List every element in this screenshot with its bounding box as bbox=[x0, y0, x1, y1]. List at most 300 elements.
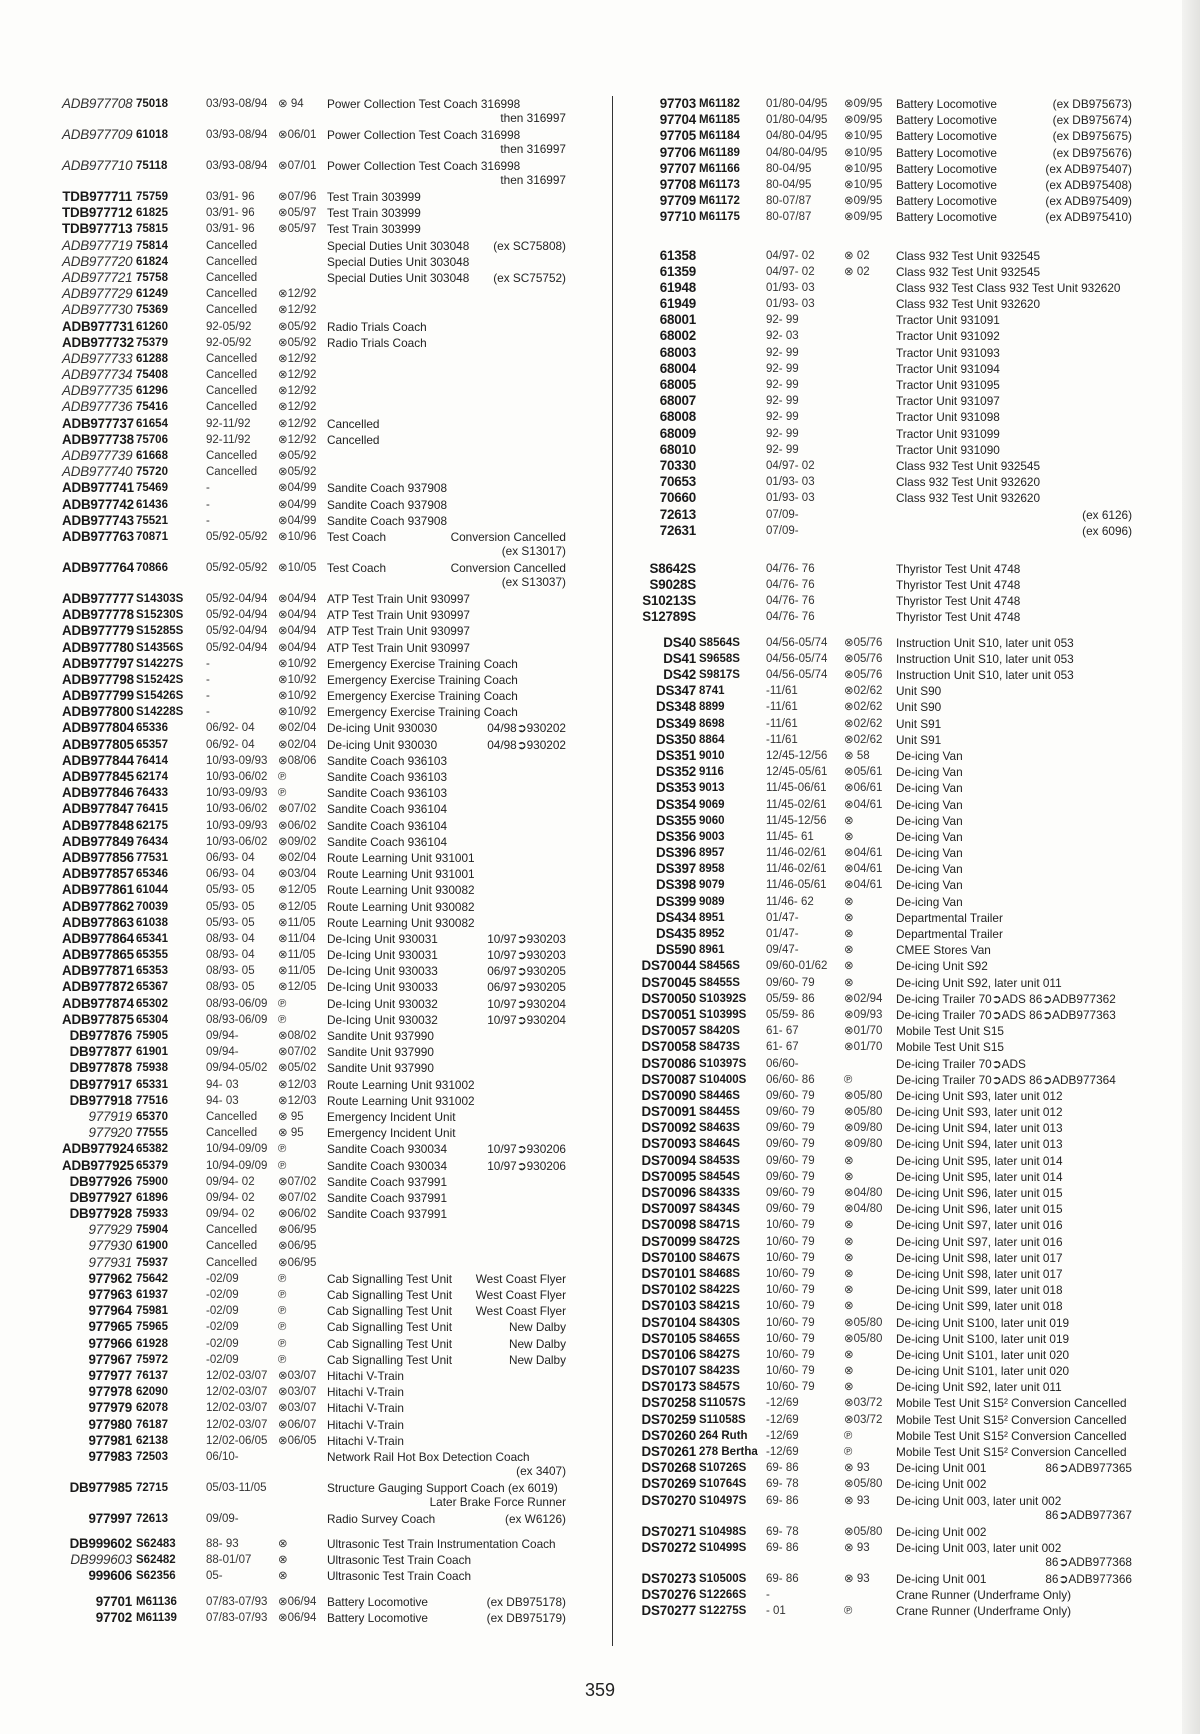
withdrawn-status: ⊗05/80 bbox=[844, 1106, 883, 1119]
table-row bbox=[62, 995, 566, 1012]
service-dates: 69- 86 bbox=[766, 1572, 799, 1585]
withdrawn-status: ⊗02/04 bbox=[278, 851, 317, 864]
withdrawn-status: ⊗02/62 bbox=[844, 701, 883, 714]
vehicle-number: 977931 bbox=[88, 1254, 132, 1270]
original-number: S10397S bbox=[699, 1057, 747, 1070]
description: Special Duties Unit 303048 bbox=[327, 238, 470, 253]
withdrawn-status: ⊗ bbox=[844, 1154, 854, 1167]
original-number: 62138 bbox=[136, 1434, 168, 1447]
vehicle-number: TDB977712 bbox=[62, 205, 133, 221]
withdrawn-status: ⊗ bbox=[844, 1365, 854, 1378]
original-number: 75759 bbox=[136, 191, 168, 203]
description: Route Learning Unit 930082 bbox=[327, 883, 475, 898]
description: De-icing Van bbox=[896, 748, 963, 763]
original-number: 75937 bbox=[136, 1256, 168, 1269]
table-row bbox=[62, 1400, 562, 1416]
withdrawn-status: ⊗05/02 bbox=[278, 1062, 317, 1075]
table-row bbox=[62, 1510, 566, 1527]
table-row bbox=[62, 1568, 562, 1584]
withdrawn-status: ⊗04/94 bbox=[278, 625, 317, 638]
original-number: 61825 bbox=[136, 207, 168, 220]
withdrawn-status: ⊗09/95 bbox=[844, 114, 883, 127]
vehicle-number: S8642S bbox=[649, 560, 696, 576]
original-number: 76187 bbox=[136, 1418, 168, 1431]
service-dates: -12/69 bbox=[766, 1413, 799, 1426]
vehicle-number: 977977 bbox=[88, 1367, 132, 1383]
service-dates: 09/60- 79 bbox=[766, 1154, 815, 1167]
vehicle-number: DS70258 bbox=[641, 1395, 696, 1411]
original-number: 61896 bbox=[136, 1191, 168, 1204]
vehicle-number: DB977926 bbox=[69, 1173, 132, 1189]
service-dates: 11/45- 61 bbox=[766, 830, 814, 843]
table-row bbox=[62, 1448, 566, 1480]
table-row bbox=[62, 286, 562, 302]
original-number: 61937 bbox=[136, 1289, 168, 1301]
table-row bbox=[622, 458, 1132, 474]
description: Sandite Coach 936103 bbox=[327, 770, 448, 784]
service-dates: -12/69 bbox=[766, 1446, 799, 1458]
vehicle-number: ADB977763 bbox=[62, 528, 134, 544]
service-dates: 06/60- bbox=[766, 1057, 799, 1070]
description: De-icing Unit 001 bbox=[896, 1571, 987, 1586]
description: Network Rail Hot Box Detection Coach bbox=[327, 1449, 530, 1464]
table-row bbox=[622, 797, 1132, 813]
withdrawn-status: ⊗12/92 bbox=[278, 401, 317, 414]
vehicle-number: S10213S bbox=[642, 593, 696, 609]
description: Tractor Unit 931090 bbox=[896, 442, 1000, 457]
original-number: S11058S bbox=[699, 1413, 746, 1426]
service-dates: 05/93- 05 bbox=[206, 900, 255, 913]
table-row bbox=[62, 1303, 566, 1319]
note: (ex 6096) bbox=[1082, 523, 1132, 538]
service-dates: 10/93-06/02 bbox=[206, 835, 268, 848]
description: Hitachi V-Train bbox=[327, 1417, 404, 1432]
table-row bbox=[62, 834, 562, 850]
service-dates: 01/47- bbox=[766, 928, 799, 940]
withdrawn-status: ⊗06/95 bbox=[278, 1240, 317, 1253]
description: Hitachi V-Train bbox=[327, 1368, 404, 1383]
service-dates: -11/61 bbox=[766, 717, 798, 730]
table-row bbox=[62, 416, 562, 432]
vehicle-number: ADB977871 bbox=[62, 963, 134, 979]
withdrawn-status: ⊗ bbox=[844, 1381, 854, 1394]
description: Cab Signalling Test Unit bbox=[327, 1288, 453, 1302]
original-number: 77555 bbox=[136, 1127, 168, 1140]
withdrawn-status: ℗ bbox=[278, 1321, 287, 1334]
table-row bbox=[622, 1493, 1132, 1524]
original-number: S15285S bbox=[136, 625, 184, 638]
table-row bbox=[622, 490, 1132, 506]
original-number: 65355 bbox=[136, 949, 168, 962]
service-dates: 92-05/92 bbox=[206, 320, 252, 333]
description: Thyristor Test Unit 4748 bbox=[896, 610, 1021, 625]
withdrawn-status: ⊗04/61 bbox=[844, 879, 883, 892]
table-row bbox=[62, 1060, 562, 1076]
service-dates: 11/45-06/61 bbox=[766, 782, 827, 795]
description: Sandite Coach 937908 bbox=[327, 513, 448, 528]
service-dates: -02/09 bbox=[206, 1289, 239, 1301]
table-row bbox=[622, 1023, 1132, 1039]
description: De-icing Unit S95, later unit 014 bbox=[896, 1169, 1063, 1184]
vehicle-number: DS70103 bbox=[641, 1298, 696, 1314]
vehicle-number: ADB977733 bbox=[62, 350, 133, 366]
table-row bbox=[622, 1428, 1132, 1444]
table-row bbox=[622, 177, 1132, 193]
description: Departmental Trailer bbox=[896, 910, 1003, 925]
withdrawn-status: ℗ bbox=[278, 1013, 287, 1026]
withdrawn-status: ⊗ bbox=[844, 1235, 854, 1248]
table-row bbox=[62, 480, 562, 496]
vehicle-number: DS397 bbox=[656, 861, 696, 877]
table-row bbox=[62, 399, 562, 415]
vehicle-number: 70653 bbox=[659, 474, 696, 490]
vehicle-number: DS70096 bbox=[641, 1185, 696, 1200]
table-row bbox=[62, 1206, 562, 1222]
original-number: 75642 bbox=[136, 1272, 168, 1285]
table-row bbox=[62, 127, 566, 158]
withdrawn-status: ⊗11/05 bbox=[278, 949, 316, 962]
note: New Dalby bbox=[508, 1320, 566, 1335]
service-dates: Cancelled bbox=[206, 1127, 258, 1140]
note: 10/97➲930204 bbox=[487, 1012, 566, 1027]
description: Route Learning Unit 931001 bbox=[327, 850, 475, 865]
description: Battery Locomotive bbox=[327, 1594, 428, 1609]
description: Mobile Test Unit S15² Conversion Cancelled bbox=[896, 1396, 1127, 1411]
description: Hitachi V-Train bbox=[327, 1401, 404, 1416]
vehicle-number: DS399 bbox=[656, 893, 696, 909]
vehicle-number: ADB977849 bbox=[62, 833, 134, 849]
table-row bbox=[62, 1319, 566, 1335]
withdrawn-status: ⊗ bbox=[278, 1538, 288, 1551]
vehicle-number: DS70050 bbox=[641, 990, 696, 1006]
service-dates: 04/97- 02 bbox=[766, 249, 815, 262]
description: De-icing Unit S99, later unit 018 bbox=[896, 1299, 1063, 1314]
vehicle-number: DS396 bbox=[656, 845, 696, 861]
withdrawn-status: ⊗12/92 bbox=[278, 433, 317, 446]
table-row bbox=[622, 561, 1132, 577]
original-number: 8698 bbox=[699, 717, 725, 730]
service-dates: Cancelled bbox=[206, 450, 258, 462]
table-row bbox=[622, 112, 1132, 128]
withdrawn-status: ⊗12/92 bbox=[278, 288, 317, 301]
service-dates: 09/60- 79 bbox=[766, 976, 815, 989]
description: Mobile Test Unit S15 bbox=[896, 1024, 1004, 1039]
service-dates: 03/93-08/94 bbox=[206, 129, 268, 141]
service-dates: 05/92-05/92 bbox=[206, 561, 268, 574]
original-number: S62483 bbox=[136, 1538, 176, 1551]
service-dates: -02/09 bbox=[206, 1337, 239, 1350]
vehicle-number: ADB977734 bbox=[62, 367, 133, 383]
original-number: S10500S bbox=[699, 1572, 747, 1585]
original-number: 75900 bbox=[136, 1175, 168, 1188]
original-number: 75706 bbox=[136, 433, 168, 446]
section-gap bbox=[622, 226, 1132, 248]
original-number: M61184 bbox=[699, 130, 740, 143]
description: De-icing Unit 930030 bbox=[327, 737, 438, 752]
vehicle-number: DS70057 bbox=[641, 1023, 696, 1039]
original-number: 77531 bbox=[136, 851, 168, 864]
note: (ex DB975675) bbox=[1052, 129, 1132, 144]
service-dates: 88- 93 bbox=[206, 1538, 239, 1551]
description: De-icing Unit S96, later unit 015 bbox=[896, 1202, 1063, 1217]
vehicle-number: 97710 bbox=[659, 209, 696, 225]
original-number: 70039 bbox=[136, 900, 168, 913]
vehicle-number: 97706 bbox=[659, 144, 696, 160]
description: De-icing Trailer 70➲ADS bbox=[896, 1056, 1026, 1071]
service-dates: 69- 86 bbox=[766, 1494, 799, 1507]
withdrawn-status: ⊗12/92 bbox=[278, 385, 317, 398]
vehicle-number: 68008 bbox=[659, 409, 696, 425]
withdrawn-status: ⊗05/80 bbox=[844, 1332, 883, 1345]
vehicle-number: DS70091 bbox=[641, 1104, 696, 1120]
service-dates: -02/09 bbox=[206, 1272, 239, 1285]
note-continuation: 86➲ADB977368 bbox=[1045, 1554, 1132, 1569]
original-number: S14303S bbox=[136, 592, 184, 605]
withdrawn-status: ⊗03/07 bbox=[278, 1386, 317, 1399]
withdrawn-status: ⊗11/05 bbox=[278, 916, 316, 929]
vehicle-number: DB977878 bbox=[69, 1060, 132, 1076]
service-dates: - 01 bbox=[766, 1605, 786, 1618]
description: De-icing Trailer 70➲ADS 86➲ADB977363 bbox=[896, 1007, 1116, 1022]
note-continuation: (ex S13037) bbox=[501, 574, 566, 589]
original-number: 62078 bbox=[136, 1402, 168, 1415]
left-column bbox=[62, 96, 566, 1626]
table-row bbox=[622, 1217, 1132, 1233]
original-number: S12275S bbox=[699, 1605, 747, 1618]
service-dates: 09/60- 79 bbox=[766, 1122, 815, 1135]
vehicle-number: 977919 bbox=[88, 1108, 132, 1124]
withdrawn-status: ⊗05/97 bbox=[278, 223, 317, 236]
table-row bbox=[622, 96, 1132, 112]
service-dates: 07/09- bbox=[766, 508, 799, 521]
note: 86➲ADB977365 bbox=[1045, 1461, 1132, 1476]
service-dates: - bbox=[206, 657, 210, 670]
service-dates: 04/80-04/95 bbox=[766, 146, 828, 159]
original-number: 8899 bbox=[699, 701, 725, 714]
service-dates: 10/60- 79 bbox=[766, 1348, 815, 1361]
table-row bbox=[62, 1044, 562, 1060]
table-row bbox=[62, 448, 562, 464]
original-number: 75981 bbox=[136, 1305, 168, 1318]
original-number: 61260 bbox=[136, 320, 168, 333]
right-column bbox=[622, 96, 1132, 1619]
original-number: S14228S bbox=[136, 706, 184, 719]
table-row bbox=[62, 254, 562, 270]
table-row bbox=[62, 785, 562, 801]
vehicle-number: DS590 bbox=[656, 942, 696, 958]
description: Battery Locomotive bbox=[896, 161, 997, 176]
service-dates: 80-04/95 bbox=[766, 162, 812, 175]
service-dates: Cancelled bbox=[206, 1256, 258, 1269]
table-row bbox=[62, 963, 566, 979]
original-number: S8454S bbox=[699, 1170, 740, 1183]
service-dates: 06/93- 04 bbox=[206, 868, 255, 881]
service-dates: 07/09- bbox=[766, 524, 799, 537]
withdrawn-status: ⊗07/02 bbox=[278, 1191, 317, 1204]
description: Thyristor Test Unit 4748 bbox=[896, 594, 1021, 609]
table-row bbox=[62, 1093, 562, 1109]
service-dates: Cancelled bbox=[206, 466, 258, 479]
description: Test Train 303999 bbox=[327, 222, 421, 237]
description: De-icing Van bbox=[896, 862, 963, 877]
original-number: S12266S bbox=[699, 1588, 747, 1601]
withdrawn-status: ⊗06/94 bbox=[278, 1611, 317, 1624]
withdrawn-status: ℗ bbox=[278, 997, 287, 1010]
vehicle-number: DS70269 bbox=[641, 1476, 696, 1492]
vehicle-number: 72613 bbox=[659, 506, 696, 522]
note: 10/97➲930206 bbox=[487, 1158, 566, 1173]
original-number: 61900 bbox=[136, 1240, 168, 1253]
original-number: 75379 bbox=[136, 336, 168, 349]
description: Sandite Coach 936104 bbox=[327, 802, 448, 817]
withdrawn-status: ⊗02/62 bbox=[844, 717, 883, 730]
vehicle-number: 97708 bbox=[659, 176, 696, 192]
service-dates: - bbox=[206, 673, 210, 686]
service-dates: 61- 67 bbox=[766, 1025, 799, 1038]
description: Emergency Exercise Training Coach bbox=[327, 705, 518, 720]
table-row bbox=[62, 753, 562, 769]
vehicle-number: DS70102 bbox=[641, 1282, 696, 1298]
service-dates: 04/76- 76 bbox=[766, 595, 815, 608]
service-dates: 01/47- bbox=[766, 911, 799, 924]
service-dates: 06/92- 04 bbox=[206, 738, 255, 751]
description: De-Icing Unit 930032 bbox=[327, 996, 438, 1011]
description: Class 932 Test Class 932 Test Unit 932620 bbox=[896, 280, 1121, 295]
service-dates: 09/94- 02 bbox=[206, 1175, 255, 1188]
note: (ex W6126) bbox=[505, 1511, 566, 1526]
service-dates: 01/93- 03 bbox=[766, 476, 815, 489]
service-dates: 69- 86 bbox=[766, 1462, 799, 1475]
withdrawn-status: ℗ bbox=[278, 1272, 287, 1285]
description: De-icing Unit 930030 bbox=[327, 721, 438, 736]
service-dates: 09/94-05/02 bbox=[206, 1062, 268, 1075]
vehicle-number: 977963 bbox=[88, 1287, 132, 1302]
table-row bbox=[62, 899, 562, 915]
withdrawn-status: ℗ bbox=[278, 1143, 287, 1156]
withdrawn-status: ⊗06/01 bbox=[278, 129, 317, 141]
note: West Coast Flyer bbox=[475, 1271, 566, 1286]
vehicle-number: 61358 bbox=[659, 247, 696, 263]
section-gap bbox=[622, 626, 1132, 635]
description: De-icing Unit 002 bbox=[896, 1524, 987, 1539]
table-row bbox=[622, 1587, 1132, 1603]
table-row bbox=[62, 367, 562, 383]
description: Ultrasonic Test Train Coach bbox=[327, 1553, 472, 1568]
original-number: 9013 bbox=[699, 782, 725, 795]
description: De-icing Unit S92, later unit 011 bbox=[896, 1380, 1062, 1395]
original-number: 75720 bbox=[136, 466, 168, 479]
original-number: S8453S bbox=[699, 1154, 740, 1167]
service-dates: 10/93-09/93 bbox=[206, 754, 268, 767]
table-row bbox=[62, 591, 562, 607]
vehicle-number: DS70268 bbox=[641, 1460, 696, 1476]
withdrawn-status: ⊗ 58 bbox=[844, 749, 870, 762]
withdrawn-status: ⊗05/80 bbox=[844, 1316, 883, 1329]
service-dates: 07/83-07/93 bbox=[206, 1611, 268, 1624]
withdrawn-status: ⊗07/96 bbox=[278, 191, 317, 203]
note-continuation: (ex 3407) bbox=[516, 1463, 566, 1478]
service-dates: 05/93- 05 bbox=[206, 884, 255, 897]
vehicle-number: ADB977863 bbox=[62, 914, 134, 930]
description: De-icing Unit S93, later unit 012 bbox=[896, 1088, 1063, 1103]
description: Radio Survey Coach bbox=[327, 1511, 436, 1526]
description: De-Icing Unit 930033 bbox=[327, 964, 438, 979]
original-number: 65379 bbox=[136, 1159, 168, 1172]
table-row bbox=[622, 1007, 1132, 1023]
vehicle-number: 977983 bbox=[88, 1448, 132, 1464]
vehicle-number: 977966 bbox=[88, 1335, 132, 1351]
withdrawn-status: ⊗ bbox=[844, 814, 854, 827]
description: Special Duties Unit 303048 bbox=[327, 254, 470, 269]
original-number: 62175 bbox=[136, 819, 168, 832]
description: Sandite Unit 937990 bbox=[327, 1045, 434, 1060]
table-row bbox=[622, 577, 1132, 593]
vehicle-number: ADB977804 bbox=[62, 720, 134, 736]
service-dates: - bbox=[206, 514, 210, 527]
vehicle-number: DS434 bbox=[656, 909, 696, 925]
note: Conversion Cancelled bbox=[450, 529, 566, 544]
original-number: S62482 bbox=[136, 1554, 176, 1567]
vehicle-number: DB999602 bbox=[69, 1536, 132, 1552]
table-row bbox=[622, 409, 1132, 425]
original-number: 61018 bbox=[136, 129, 168, 141]
withdrawn-status: ⊗ 93 bbox=[844, 1541, 870, 1554]
table-row bbox=[62, 1255, 562, 1271]
vehicle-number: DS398 bbox=[656, 877, 696, 893]
vehicle-number: DS70099 bbox=[641, 1233, 696, 1249]
service-dates: -11/61 bbox=[766, 685, 798, 698]
service-dates: 10/93-09/93 bbox=[206, 819, 268, 832]
original-number: 9079 bbox=[699, 879, 725, 892]
description: Tractor Unit 931092 bbox=[896, 329, 1000, 344]
original-number: S8564S bbox=[699, 636, 740, 649]
original-number: S8468S bbox=[699, 1267, 740, 1280]
description: De-icing Unit S94, later unit 013 bbox=[896, 1137, 1063, 1152]
note: (ex ADB975407) bbox=[1045, 161, 1132, 176]
table-row bbox=[622, 683, 1132, 699]
original-number: S8455S bbox=[699, 976, 740, 989]
description: Sandite Coach 930034 bbox=[327, 1158, 448, 1173]
table-row bbox=[622, 1282, 1132, 1298]
service-dates: -12/69 bbox=[766, 1429, 799, 1442]
service-dates: 09/60- 79 bbox=[766, 1089, 815, 1102]
service-dates: 03/93-08/94 bbox=[206, 160, 268, 172]
table-row bbox=[622, 829, 1132, 845]
service-dates: 10/60- 79 bbox=[766, 1381, 815, 1394]
service-dates: 01/80-04/95 bbox=[766, 114, 828, 127]
table-row bbox=[62, 1287, 566, 1303]
description: Route Learning Unit 931001 bbox=[327, 867, 475, 882]
vehicle-number: 68007 bbox=[659, 393, 696, 409]
description: Unit S90 bbox=[896, 700, 942, 715]
table-row bbox=[62, 269, 566, 286]
description: Sandite Coach 937991 bbox=[327, 1190, 448, 1205]
description: De-icing Van bbox=[896, 781, 963, 796]
original-number: 8952 bbox=[699, 928, 725, 940]
table-row bbox=[62, 528, 566, 560]
page-gutter-shadow bbox=[1182, 0, 1200, 1734]
original-number: 75905 bbox=[136, 1030, 168, 1042]
service-dates: 92-11/92 bbox=[206, 417, 251, 430]
table-row bbox=[62, 497, 562, 513]
table-row bbox=[62, 720, 566, 736]
description: ATP Test Train Unit 930997 bbox=[327, 591, 470, 606]
vehicle-number: 977930 bbox=[88, 1238, 132, 1254]
service-dates: 05/92-04/94 bbox=[206, 641, 268, 654]
original-number: 61288 bbox=[136, 352, 168, 365]
original-number: 9003 bbox=[699, 830, 725, 843]
page-number: 359 bbox=[584, 1680, 616, 1700]
